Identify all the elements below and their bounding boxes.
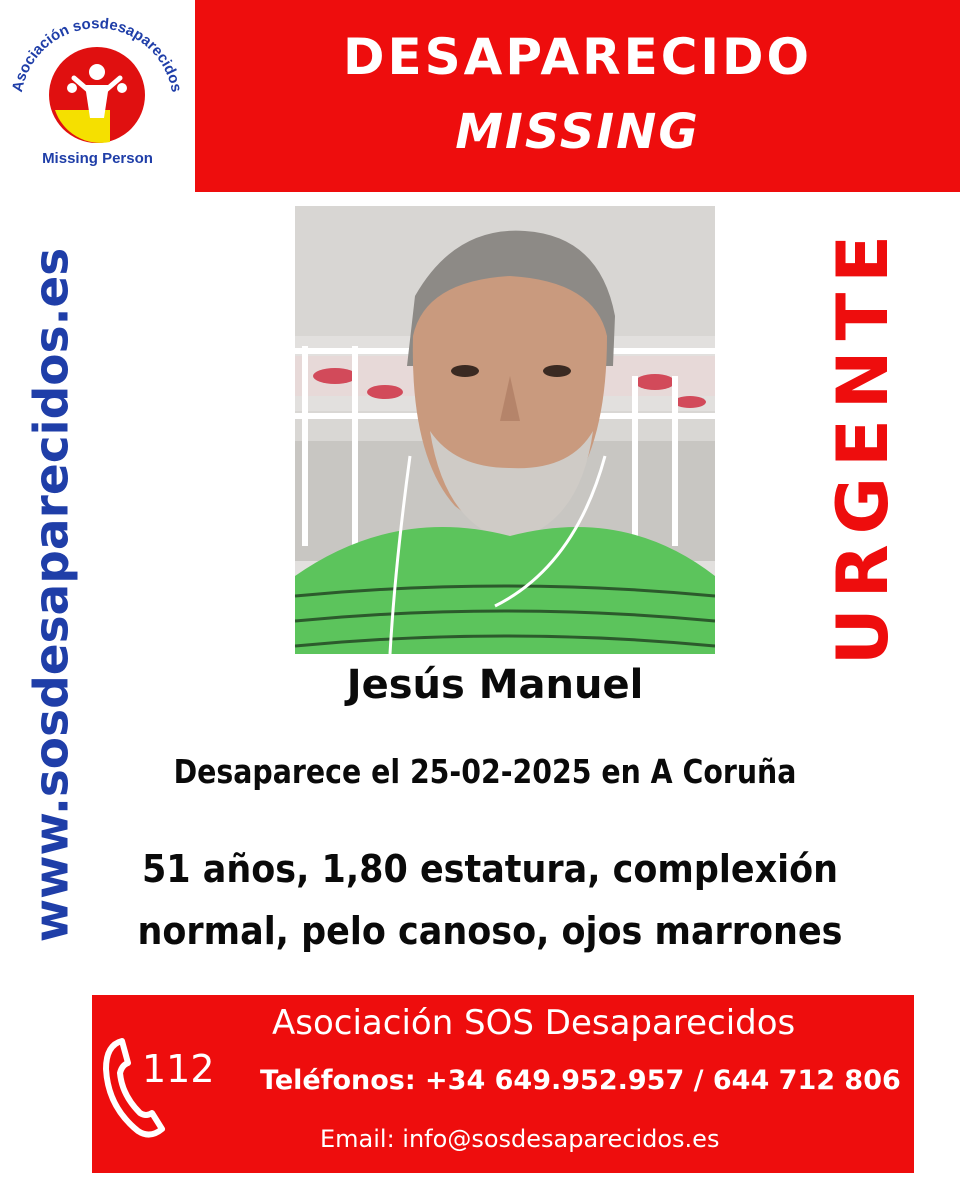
description-line-1: 51 años, 1,80 estatura, complexión	[141, 847, 839, 891]
portrait-photo-icon	[295, 206, 715, 654]
header-subtitle: MISSING	[455, 104, 700, 160]
footer-email: Email: info@sosdesaparecidos.es	[320, 1125, 720, 1153]
description-line-2: normal, pelo canoso, ojos marrones	[137, 909, 843, 953]
website-url: www.sosdesaparecidos.es	[24, 247, 80, 943]
logo-subtitle: Missing Person	[42, 150, 153, 167]
contact-footer	[92, 995, 914, 1173]
association-logo	[0, 0, 195, 190]
emergency-number: 112	[142, 1047, 215, 1091]
logo-arc-text: Asociación sosdesaparecidos	[9, 15, 185, 94]
person-description	[113, 838, 867, 962]
person-name: Jesús Manuel	[346, 662, 644, 708]
urgent-label: URGENTE	[822, 224, 904, 666]
footer-phones: Teléfonos: +34 649.952.957 / 644 712 806	[260, 1065, 901, 1096]
header-banner	[195, 0, 960, 192]
disappearance-info: Desaparece el 25-02-2025 en A Coruña	[173, 752, 797, 791]
missing-person-photo	[295, 206, 715, 654]
footer-organization: Asociación SOS Desaparecidos	[272, 1003, 796, 1043]
header-title: DESAPARECIDO	[342, 28, 813, 86]
